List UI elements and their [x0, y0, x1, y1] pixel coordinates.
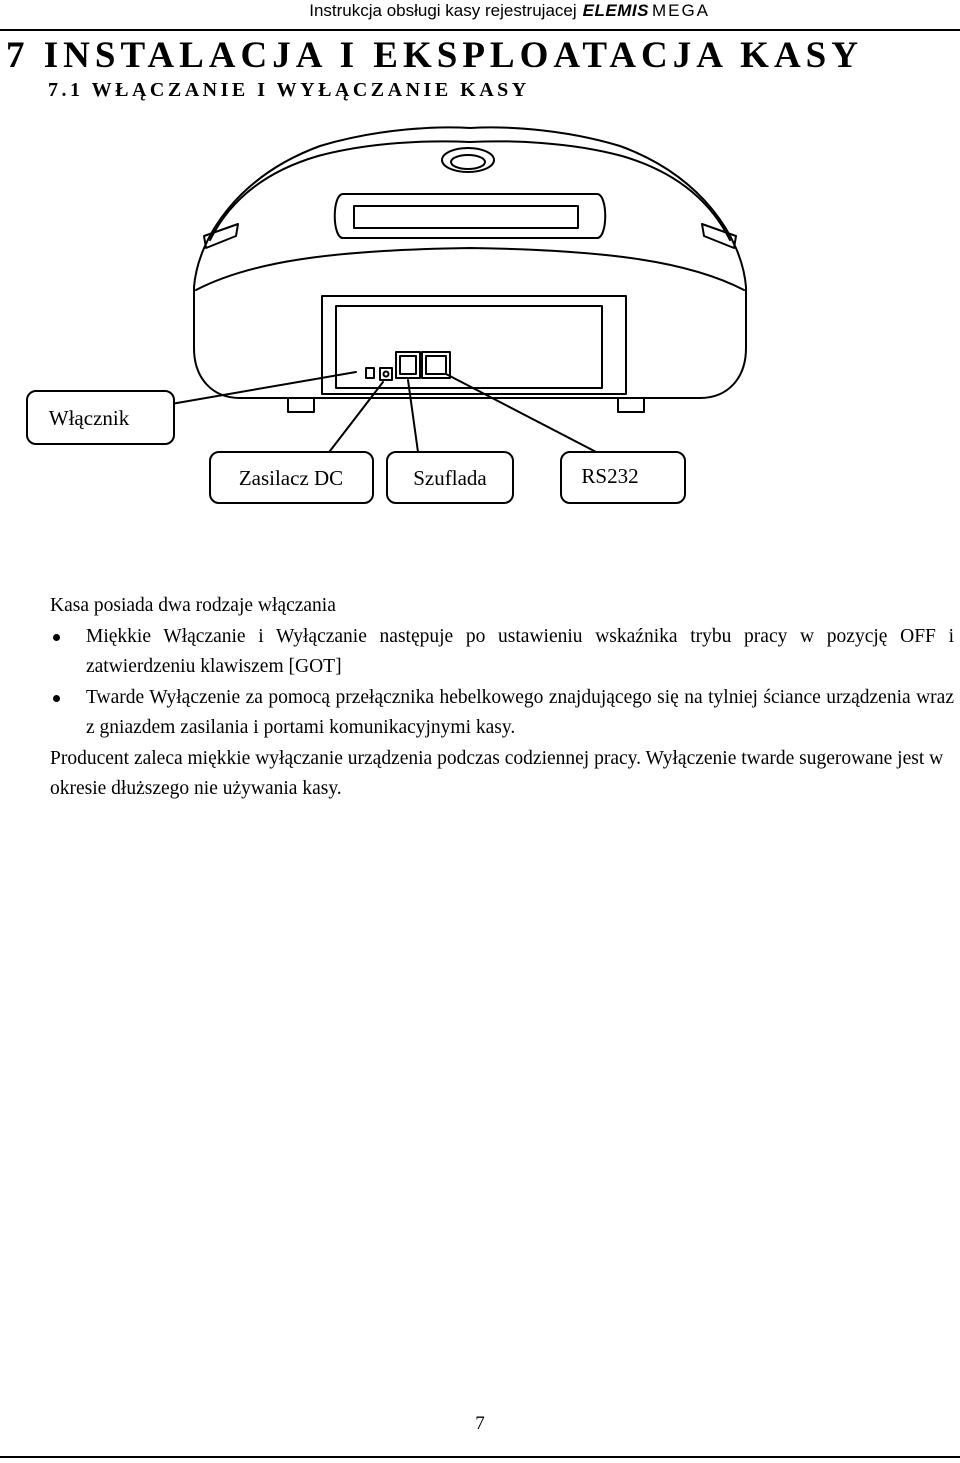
label-dc-power: Zasilacz DC [238, 466, 344, 490]
rear-panel-recess [322, 296, 626, 394]
chapter-title: 7 INSTALACJA I EKSPLOATACJA KASY [6, 35, 863, 76]
bullet-item-soft-switch: Miękkie Włączanie i Wyłączanie następuje po ustawieniu wskaźnika trybu pracy w pozycję OFF i zatwierdzeniu klawiszem [GOT] [50, 622, 954, 683]
label-switch: Włącznik [48, 406, 130, 430]
leader-switch [148, 372, 356, 408]
body-text [50, 591, 954, 805]
page-number: 7 [475, 1413, 485, 1434]
cash-register-rear-diagram [0, 0, 960, 560]
closing-paragraph: Producent zaleca miękkie wyłączanie urządzenia podczas codziennej pracy. Wyłączenie twarde sugerowane jest w okresie dłuższego nie używania kasy. [50, 747, 944, 799]
bullet-list [50, 622, 954, 744]
register-front-edge [196, 248, 744, 290]
left-foot [288, 398, 314, 412]
leader-drawer [408, 380, 418, 452]
label-drawer: Szuflada [413, 466, 487, 490]
intro-paragraph: Kasa posiada dwa rodzaje włączania [50, 595, 336, 616]
section-title: 7.1 WŁĄCZANIE I WYŁĄCZANIE KASY [48, 79, 530, 101]
display-frame [335, 194, 606, 238]
footer-rule [0, 1456, 960, 1458]
bullet-item-hard-switch: Twarde Wyłączenie za pomocą przełącznika hebelkowego znajdującego się na tylniej ściance urządzenia wraz z gniazdem zasilania i portami komunikacyjnymi kasy. [50, 683, 954, 744]
brand-logo: ELEMIS [582, 1, 649, 20]
label-rs232: RS232 [581, 464, 639, 488]
display-screen [354, 206, 578, 228]
leader-rs232 [446, 374, 600, 454]
brand-suffix: MEGA [651, 1, 710, 20]
register-top-surface [210, 141, 730, 240]
running-title: Instrukcja obsługi kasy rejestrujacej [309, 1, 577, 20]
rear-panel [336, 306, 602, 388]
dc-power-port [380, 368, 392, 380]
right-foot [618, 398, 644, 412]
power-switch-port [366, 368, 374, 378]
